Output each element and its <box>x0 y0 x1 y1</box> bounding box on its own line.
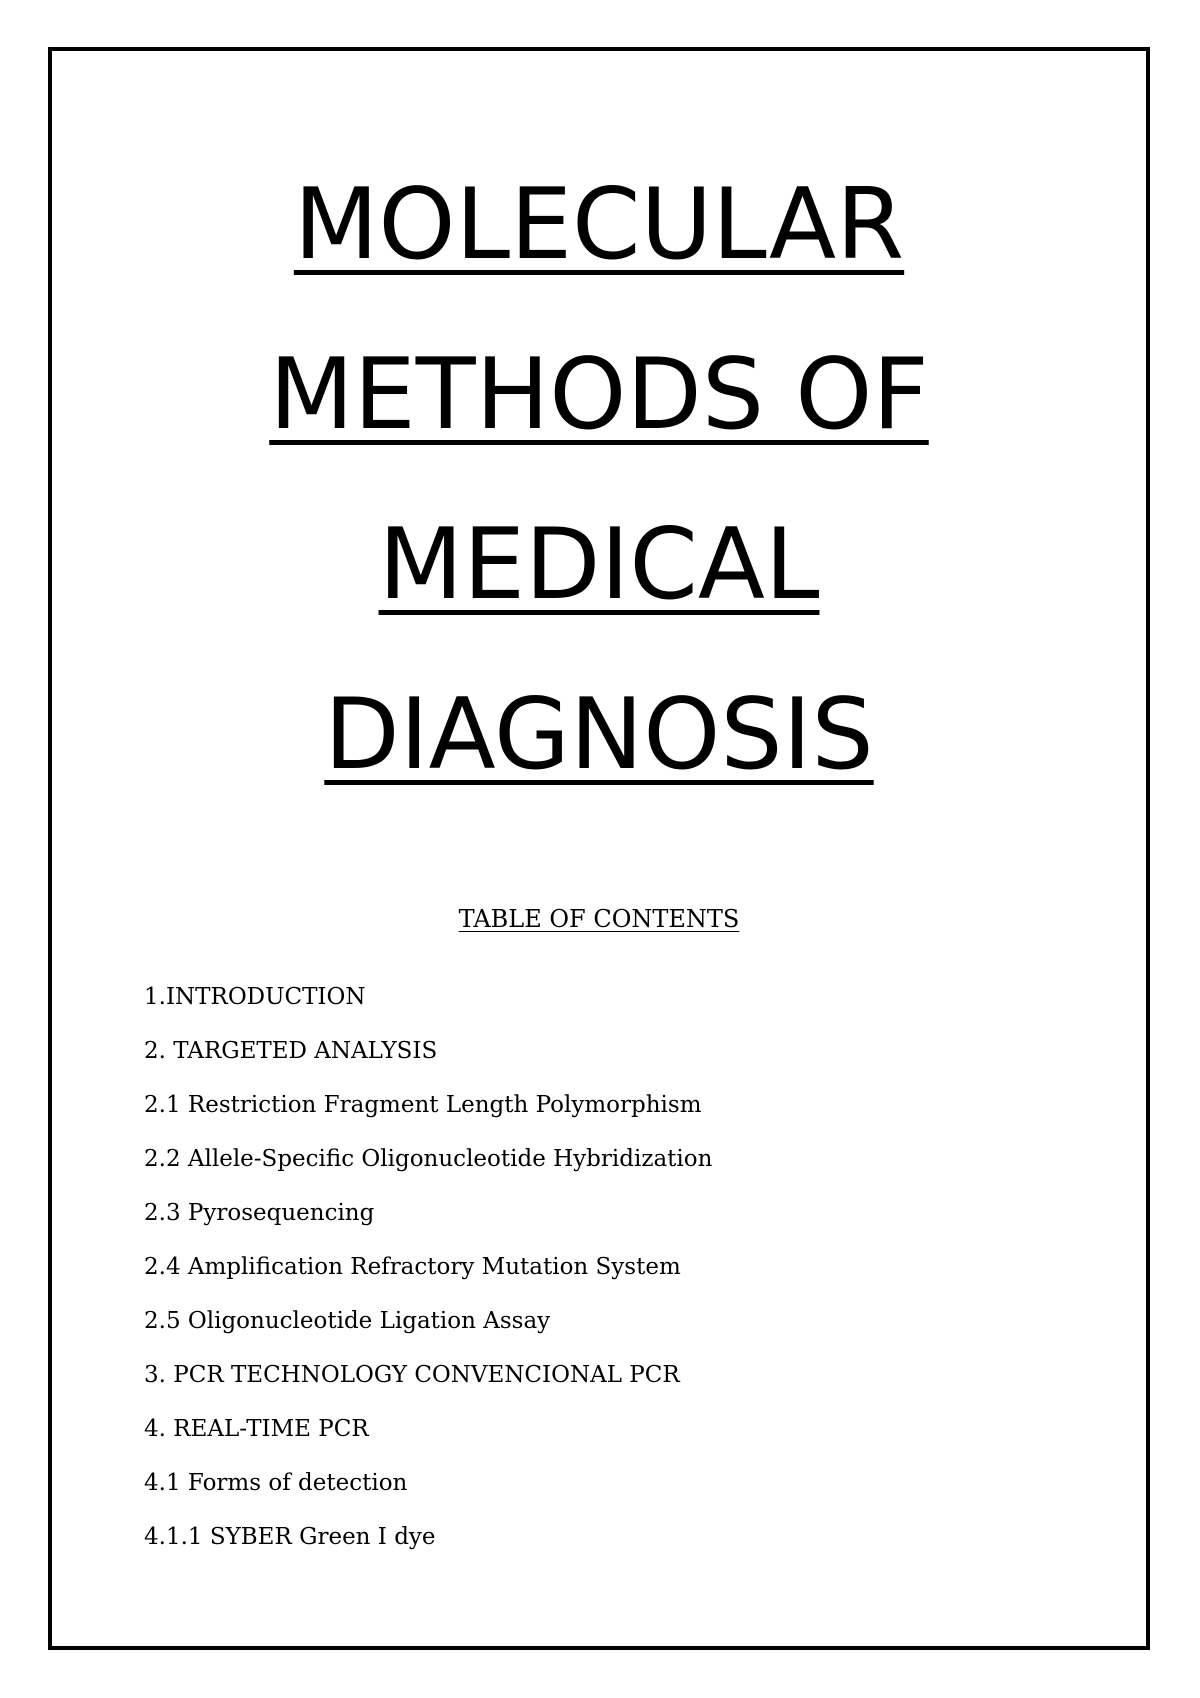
toc-item: 2.5 Oligonucleotide Ligation Assay <box>144 1308 551 1334</box>
title-line-text: DIAGNOSIS <box>324 678 874 792</box>
toc-list <box>144 970 712 1564</box>
toc-item: 4.1 Forms of detection <box>144 1470 408 1496</box>
toc-item: 2.3 Pyrosequencing <box>144 1200 375 1226</box>
title-line <box>52 650 1146 820</box>
toc-item: 2.2 Allele-Specific Oligonucleotide Hybridization <box>144 1146 713 1172</box>
title-line <box>52 140 1146 310</box>
document-title <box>52 140 1146 820</box>
toc-item: 4.1.1 SYBER Green I dye <box>144 1524 436 1550</box>
title-line-text: MEDICAL <box>378 508 820 622</box>
toc-item: 1.INTRODUCTION <box>144 984 366 1010</box>
title-line-text: METHODS OF <box>269 338 929 452</box>
toc-item: 2.4 Amplification Refractory Mutation System <box>144 1254 681 1280</box>
title-line-text: MOLECULAR <box>293 168 905 282</box>
toc-heading-text: TABLE OF CONTENTS <box>458 905 740 933</box>
toc-item: 4. REAL-TIME PCR <box>144 1416 369 1442</box>
title-line <box>52 310 1146 480</box>
title-line <box>52 480 1146 650</box>
toc-item: 2. TARGETED ANALYSIS <box>144 1038 438 1064</box>
toc-item: 2.1 Restriction Fragment Length Polymorphism <box>144 1092 702 1118</box>
toc-item: 3. PCR TECHNOLOGY CONVENCIONAL PCR <box>144 1362 680 1388</box>
toc-heading <box>52 905 1146 933</box>
